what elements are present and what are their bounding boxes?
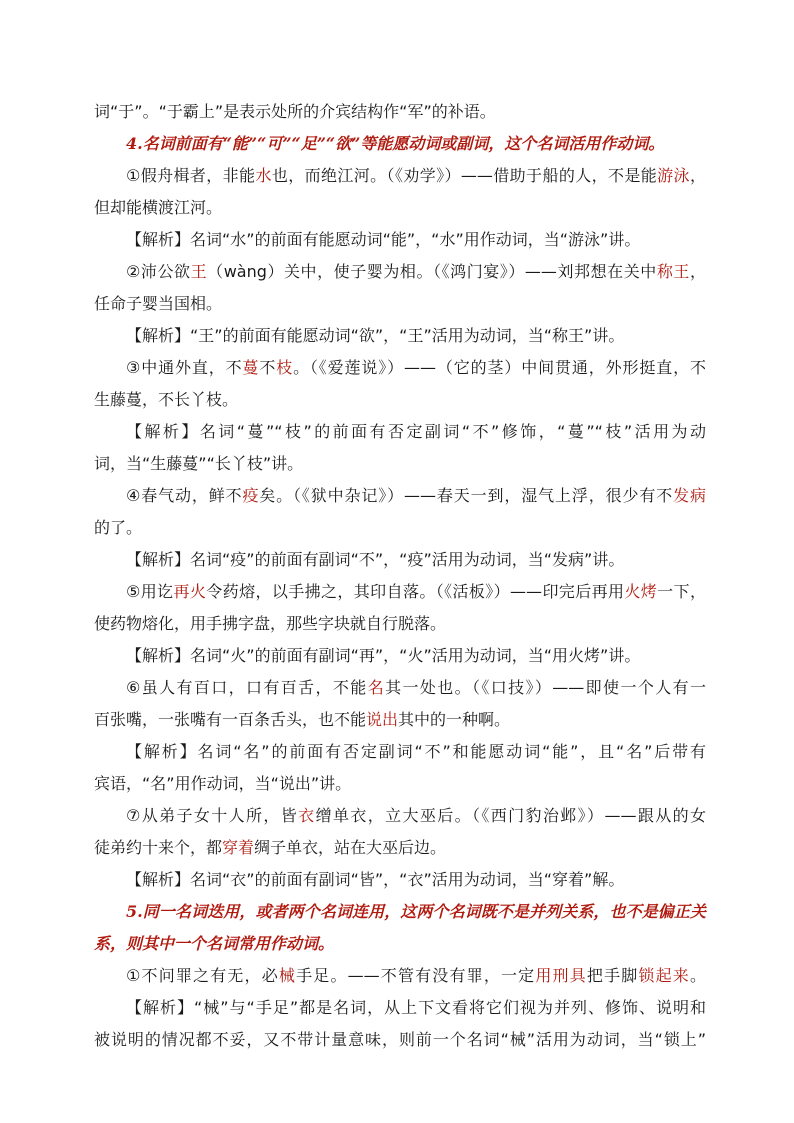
text-span: 【解析】“械”与“手足”都是名词，从上下文看将它们视为并列、修饰、说明和 bbox=[126, 998, 706, 1017]
text-span: ④春气动，鲜不 bbox=[126, 486, 243, 505]
text-span: 绸子单衣，站在大巫后边。 bbox=[254, 838, 447, 857]
highlight-text: 疫 bbox=[242, 486, 260, 505]
text-span: 【解析】名词“水”的前面有能愿动词“能”，“水”用作动词，当“游泳”讲。 bbox=[126, 230, 641, 249]
heading-text: 系，则其中一个名词常用作动词。 bbox=[94, 934, 335, 953]
highlight-text: 蔓 bbox=[242, 358, 260, 377]
example-line bbox=[94, 832, 706, 864]
analysis-line bbox=[94, 736, 706, 768]
highlight-text: 火烤 bbox=[624, 582, 658, 601]
text-span: 被说明的情况都不妥，又不带计量意味，则前一个名词“械”活用为动词，当“锁上” bbox=[94, 1030, 706, 1049]
text-span: 宾语，“名”用作动词，当“说出”讲。 bbox=[94, 774, 352, 793]
highlight-text: 水 bbox=[255, 166, 272, 185]
text-span: ②沛公欲 bbox=[126, 262, 191, 281]
text-span: 。（《爱莲说》）——（它的茎）中间贯通，外形挺直，不 bbox=[293, 358, 706, 377]
highlight-text: 说出 bbox=[366, 710, 399, 729]
section-heading-4 bbox=[94, 128, 706, 160]
text-span: 使药物熔化，用手拂字盘，那些字块就自行脱落。 bbox=[94, 614, 447, 633]
text-span: 也，而绝江河。（《劝学》）——借助于船的人，不是能 bbox=[271, 166, 658, 185]
highlight-text: 穿着 bbox=[222, 838, 255, 857]
example-line bbox=[94, 512, 706, 544]
text-span: ③中通外直，不 bbox=[126, 358, 243, 377]
example-line bbox=[94, 672, 706, 704]
text-span: 缯单衣，立大巫后。（《西门豹治邺》）——跟从的女 bbox=[315, 806, 706, 825]
analysis-line bbox=[94, 864, 706, 896]
highlight-text: 名 bbox=[367, 678, 386, 697]
text-span: 一下， bbox=[657, 582, 706, 601]
highlight-text: 锁起来 bbox=[638, 966, 690, 985]
text-span: 百张嘴，一张嘴有一百条舌头，也不能 bbox=[94, 710, 367, 729]
text-span: 矣。（《狱中杂记》）——春天一到，湿气上浮，很少有不 bbox=[259, 486, 674, 505]
heading-text: 5.同一名词迭用，或者两个名词连用，这两个名词既不是并列关系，也不是偏正关 bbox=[126, 902, 706, 921]
example-line bbox=[94, 256, 706, 288]
analysis-line bbox=[94, 416, 706, 448]
text-span: 徒弟约十来个，都 bbox=[94, 838, 223, 857]
highlight-text: 再火 bbox=[173, 582, 207, 601]
heading-text: 4.名词前面有“能”“可”“足”“欲”等能愿动词或副词，这个名词活用作动词。 bbox=[126, 134, 665, 153]
text-span: 把手脚 bbox=[586, 966, 639, 985]
text-span: ⑥虽人有百口，口有百舌，不能 bbox=[126, 678, 368, 697]
analysis-line bbox=[94, 992, 706, 1024]
highlight-text: 枝 bbox=[276, 358, 294, 377]
highlight-text: 衣 bbox=[298, 806, 316, 825]
section-heading-5-cont bbox=[94, 928, 706, 960]
example-line bbox=[94, 576, 706, 608]
document-page bbox=[94, 96, 706, 1056]
text-span: 【解析】名词“衣”的前面有副词“皆”，“衣”活用为动词，当“穿着”解。 bbox=[126, 870, 625, 889]
analysis-line bbox=[94, 640, 706, 672]
text-span: ①假舟楫者，非能 bbox=[126, 166, 256, 185]
text-span: 的了。 bbox=[94, 518, 143, 537]
text-span: ， bbox=[689, 166, 706, 185]
text-span: 但却能横渡江河。 bbox=[94, 198, 223, 217]
text-line bbox=[94, 96, 706, 128]
highlight-text: 游泳 bbox=[657, 166, 690, 185]
example-line bbox=[94, 608, 706, 640]
text-span: 词“于”。“于霸上”是表示处所的介宾结构作“军”的补语。 bbox=[94, 102, 496, 121]
text-span: 令药熔，以手拂之，其印自落。（《活板》）——印完后再用 bbox=[206, 582, 625, 601]
example-line bbox=[94, 704, 706, 736]
text-span: 【解析】“王”的前面有能愿动词“欲”，“王”活用为动词，当“称王”讲。 bbox=[126, 326, 625, 345]
example-line bbox=[94, 352, 706, 384]
text-span: 词，当“生藤蔓”“长丫枝”讲。 bbox=[94, 454, 304, 473]
analysis-line bbox=[94, 768, 706, 800]
example-line bbox=[94, 480, 706, 512]
text-span: 其一处也。（《口技》）——即使一个人有一 bbox=[385, 678, 706, 697]
example-line bbox=[94, 800, 706, 832]
analysis-line bbox=[94, 224, 706, 256]
text-span: （wàng）关中，使子婴为相。（《鸿门宴》）——刘邦想在关中 bbox=[207, 262, 657, 281]
highlight-text: 用刑具 bbox=[535, 966, 587, 985]
analysis-line bbox=[94, 320, 706, 352]
highlight-text: 械 bbox=[278, 966, 297, 985]
text-span: 【解析】名词“疫”的前面有副词“不”，“疫”活用为动词，当“发病”讲。 bbox=[126, 550, 625, 569]
text-span: 。 bbox=[689, 966, 706, 985]
analysis-line bbox=[94, 544, 706, 576]
text-span: ①不问罪之有无，必 bbox=[126, 966, 279, 985]
highlight-text: 发病 bbox=[673, 486, 706, 505]
text-span: 【解析】名词“火”的前面有副词“再”，“火”活用为动词，当“用火烤”讲。 bbox=[126, 646, 641, 665]
analysis-line bbox=[94, 1024, 706, 1056]
text-span: 手足。——不管有没有罪，一定 bbox=[296, 966, 536, 985]
text-span: ⑤用讫 bbox=[126, 582, 174, 601]
text-span: 生藤蔓，不长丫枝。 bbox=[94, 390, 239, 409]
highlight-text: 称王 bbox=[656, 262, 690, 281]
example-line bbox=[94, 384, 706, 416]
example-line bbox=[94, 192, 706, 224]
text-span: ， bbox=[689, 262, 706, 281]
text-span: 其中的一种啊。 bbox=[398, 710, 511, 729]
text-span: 不 bbox=[259, 358, 277, 377]
text-span: ⑦从弟子女十人所，皆 bbox=[126, 806, 299, 825]
analysis-line bbox=[94, 448, 706, 480]
text-span: 任命子婴当国相。 bbox=[94, 294, 223, 313]
example-line bbox=[94, 960, 706, 992]
highlight-text: 王 bbox=[190, 262, 208, 281]
text-span: 【解析】名词“蔓”“枝”的前面有否定副词“不”修饰，“蔓”“枝”活用为动 bbox=[126, 422, 706, 441]
example-line bbox=[94, 288, 706, 320]
text-span: 【解析】名词“名”的前面有否定副词“不”和能愿动词“能”，且“名”后带有 bbox=[126, 742, 706, 761]
section-heading-5 bbox=[94, 896, 706, 928]
example-line bbox=[94, 160, 706, 192]
